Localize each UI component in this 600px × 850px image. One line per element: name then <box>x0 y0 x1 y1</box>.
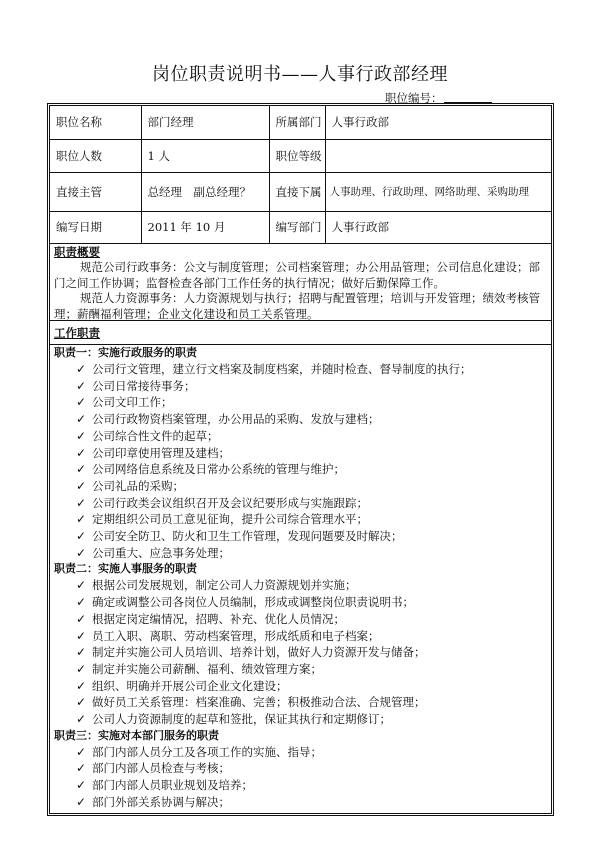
list-item-text: 公司印章使用管理及建档； <box>92 445 230 460</box>
checkmark-icon: ✓ <box>76 611 87 626</box>
table-row <box>50 211 551 243</box>
overview-title: 职责概要 <box>54 245 100 259</box>
row-value: 人事行政部 <box>325 106 551 139</box>
list-item <box>54 644 547 661</box>
list-item <box>54 694 547 711</box>
checkmark-icon: ✓ <box>76 695 87 710</box>
list-item <box>54 594 547 611</box>
info-table <box>50 106 551 244</box>
list-item <box>54 528 547 545</box>
checkmark-icon: ✓ <box>76 712 87 727</box>
row-value: 人事助理、行政助理、网络助理、采购助理 <box>325 172 551 211</box>
list-item-text: 根据公司发展规划，制定公司人力资源规划并实施； <box>92 578 357 593</box>
duty-heading: 职责三：实施对本部门服务的职责 <box>54 728 219 742</box>
row-label: 编写日期 <box>50 211 141 243</box>
list-item <box>54 777 547 794</box>
list-item-text: 制定并实施公司人员培训、培养计划，做好人力资源开发与储备； <box>92 645 426 660</box>
job-description-form <box>47 103 554 816</box>
position-code-label: 职位编号： <box>385 91 443 105</box>
list-item-text: 确定或调整公司各岗位人员编制，形成或调整岗位职责说明书； <box>92 595 414 610</box>
checkmark-icon: ✓ <box>76 529 87 544</box>
row-value: 1 人 <box>141 139 269 172</box>
position-code-blank[interactable] <box>444 91 492 103</box>
checkmark-icon: ✓ <box>76 362 87 376</box>
list-item <box>54 361 547 378</box>
list-item-text: 员工入职、离职、劳动档案管理，形成纸质和电子档案； <box>92 628 380 643</box>
row-label: 编写部门 <box>269 211 325 243</box>
duties-list <box>50 344 551 811</box>
checkmark-icon: ✓ <box>76 778 87 793</box>
list-item <box>54 428 547 445</box>
checkmark-icon: ✓ <box>76 595 87 610</box>
row-value: 2011 年 10 月 <box>141 211 269 243</box>
list-item-text: 公司安全防卫、防火和卫生工作管理，发现问题要及时解决； <box>92 529 403 544</box>
list-item-text: 组织、明确并开展公司企业文化建设； <box>92 678 288 693</box>
duties-title-section <box>50 324 551 341</box>
checkmark-icon: ✓ <box>76 478 87 493</box>
overview-section <box>50 243 551 322</box>
checkmark-icon: ✓ <box>76 445 87 460</box>
list-item <box>54 411 547 428</box>
row-label: 职位人数 <box>50 139 141 172</box>
checkmark-icon: ✓ <box>76 395 87 410</box>
list-item-text: 做好员工关系管理：档案准确、完善；积极推动合法、合规管理； <box>92 695 426 710</box>
list-item-text: 制定并实施公司薪酬、福利、绩效管理方案； <box>92 661 322 676</box>
list-item <box>54 394 547 411</box>
list-item <box>54 661 547 678</box>
list-item-text: 公司行文管理，建立行文档案及制度档案，并随时检查、督导制度的执行； <box>92 362 472 376</box>
duty-heading: 职责一：实施行政服务的职责 <box>54 346 197 359</box>
table-row <box>50 106 551 139</box>
row-label: 直接下属 <box>269 172 325 211</box>
list-item-text: 公司网络信息系统及日常办公系统的管理与维护； <box>92 462 345 477</box>
list-item <box>54 711 547 728</box>
list-item <box>54 794 547 811</box>
list-item <box>54 511 547 528</box>
overview-admin-text: 规范公司行政事务：公文与制度管理；公司档案管理；办公用品管理；公司信息化建设；部门之间工作协调；监督检查各部门工作任务的执行情况；做好后勤保障工作。 <box>54 260 540 290</box>
list-item-text: 公司日常接待事务； <box>92 378 196 393</box>
list-item <box>54 478 547 495</box>
checkmark-icon: ✓ <box>76 761 87 776</box>
list-item <box>54 577 547 594</box>
checkmark-icon: ✓ <box>76 495 87 510</box>
checkmark-icon: ✓ <box>76 462 87 477</box>
row-value: 总经理 副总经理？ <box>141 172 269 211</box>
duties-title: 工作职责 <box>54 326 100 340</box>
list-item-text: 公司行政物资档案管理，办公用品的采购、发放与建档； <box>92 412 380 427</box>
list-item-text: 部门外部关系协调与解决； <box>92 794 230 809</box>
section-divider <box>50 320 551 321</box>
checkmark-icon: ✓ <box>76 744 87 759</box>
list-item <box>54 611 547 628</box>
checkmark-icon: ✓ <box>76 628 87 643</box>
page-title: 岗位职责说明书——人事行政部经理 <box>152 64 448 85</box>
list-item-text: 定期组织公司员工意见征询，提升公司综合管理水平； <box>92 512 368 527</box>
list-item <box>54 628 547 645</box>
checkmark-icon: ✓ <box>76 645 87 660</box>
list-item <box>54 545 547 562</box>
checkmark-icon: ✓ <box>76 794 87 809</box>
list-item-text: 部门内部人员检查与考核； <box>92 761 230 776</box>
checkmark-icon: ✓ <box>76 512 87 527</box>
checkmark-icon: ✓ <box>76 578 87 593</box>
list-item-text: 公司综合性文件的起草； <box>92 428 219 443</box>
overview-hr-text: 规范人力资源事务：人力资源规划与执行；招聘与配置管理；培训与开发管理；绩效考核管理；薪酬福利管理；企业文化建设和员工关系管理。 <box>54 291 540 321</box>
list-item <box>54 495 547 512</box>
checkmark-icon: ✓ <box>76 378 87 393</box>
checkmark-icon: ✓ <box>76 428 87 443</box>
list-item-text: 公司重大、应急事务处理； <box>92 545 230 560</box>
row-label: 职位等级 <box>269 139 325 172</box>
row-label: 直接主管 <box>50 172 141 211</box>
checkmark-icon: ✓ <box>76 412 87 427</box>
row-label: 职位名称 <box>50 106 141 139</box>
list-item <box>54 378 547 395</box>
row-value: 人事行政部 <box>325 211 551 243</box>
list-item-text: 部门内部人员分工及各项工作的实施、指导； <box>92 744 322 759</box>
table-row <box>50 139 551 172</box>
row-value <box>325 139 551 172</box>
list-item-text: 公司文印工作； <box>92 395 173 410</box>
table-row <box>50 172 551 211</box>
list-item-text: 根据定岗定编情况，招聘、补充、优化人员情况； <box>92 611 345 626</box>
checkmark-icon: ✓ <box>76 545 87 560</box>
list-item-text: 公司人力资源制度的起草和签批，保证其执行和定期修订； <box>92 712 391 727</box>
duty-heading: 职责二：实施人事服务的职责 <box>54 562 197 576</box>
checkmark-icon: ✓ <box>76 678 87 693</box>
checkmark-icon: ✓ <box>76 661 87 676</box>
row-label: 所属部门 <box>269 106 325 139</box>
list-item <box>54 461 547 478</box>
list-item-text: 公司行政类会议组织召开及会议纪要形成与实施跟踪； <box>92 495 368 510</box>
list-item <box>54 744 547 761</box>
list-item <box>54 760 547 777</box>
list-item <box>54 678 547 695</box>
list-item <box>54 445 547 462</box>
list-item-text: 部门内部人员职业规划及培养； <box>92 778 253 793</box>
list-item-text: 公司礼品的采购； <box>92 478 184 493</box>
row-value: 部门经理 <box>141 106 269 139</box>
